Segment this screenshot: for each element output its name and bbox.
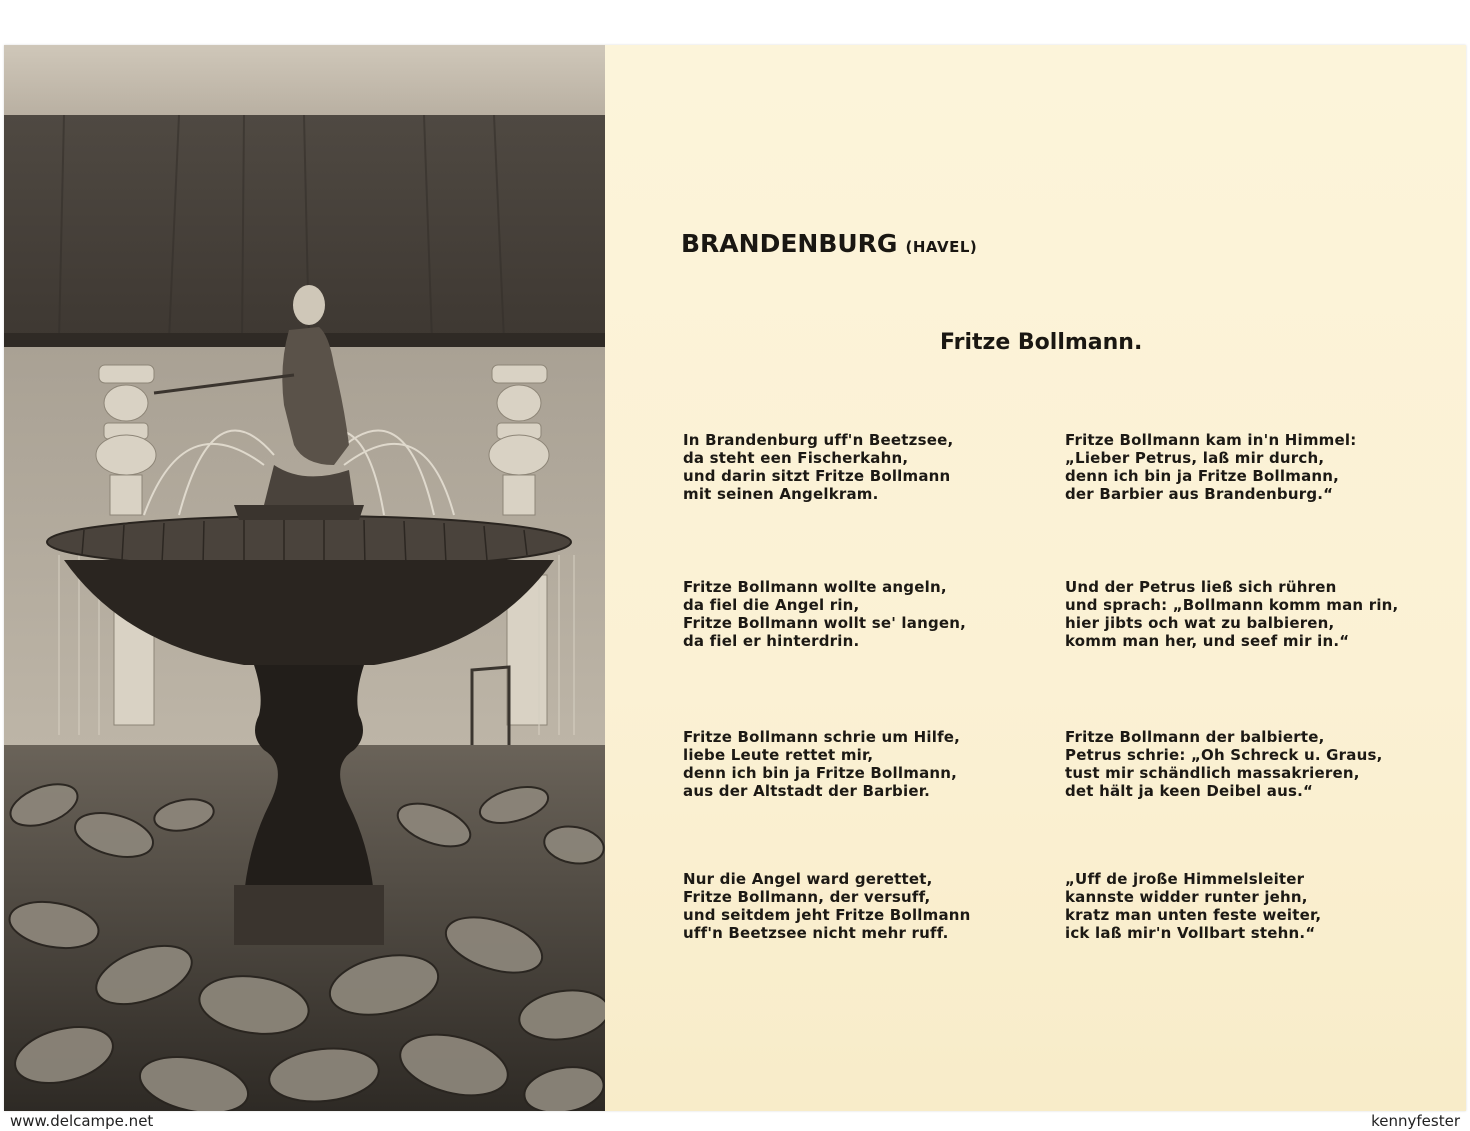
poem-line: und darin sitzt Fritze Bollmann: [683, 467, 951, 485]
poem-line: mit seinen Angelkram.: [683, 485, 879, 503]
stanza-right-4: [1065, 870, 1435, 942]
poem-line: Nur die Angel ward gerettet,: [683, 870, 933, 888]
poem-line: aus der Altstadt der Barbier.: [683, 782, 931, 800]
poem-line: da fiel die Angel rin,: [683, 596, 860, 614]
poem-line: Fritze Bollmann, der versuff,: [683, 888, 931, 906]
poem-line: denn ich bin ja Fritze Bollmann,: [1065, 467, 1340, 485]
watermark-seller: kennyfester: [1371, 1112, 1460, 1130]
poem-line: Und der Petrus ließ sich rühren: [1065, 578, 1337, 596]
poem-line: Petrus schrie: „Oh Schreck u. Graus,: [1065, 746, 1383, 764]
poem-line: Fritze Bollmann der balbierte,: [1065, 728, 1325, 746]
poem-line: uff'n Beetzsee nicht mehr ruff.: [683, 924, 949, 942]
poem-line: kannste widder runter jehn,: [1065, 888, 1308, 906]
poem-line: Fritze Bollmann kam in'n Himmel:: [1065, 431, 1357, 449]
poem-line: da fiel er hinterdrin.: [683, 632, 860, 650]
stanza-left-4: [683, 870, 1053, 942]
poem-line: ick laß mir'n Vollbart stehn.“: [1065, 924, 1316, 942]
poem-line: „Lieber Petrus, laß mir durch,: [1065, 449, 1325, 467]
watermark-site: www.delcampe.net: [10, 1112, 154, 1130]
place-heading: [681, 229, 977, 258]
poem-line: kratz man unten feste weiter,: [1065, 906, 1322, 924]
poem-title: Fritze Bollmann.: [940, 330, 1143, 355]
poem-line: Fritze Bollmann schrie um Hilfe,: [683, 728, 961, 746]
stanza-right-3: [1065, 728, 1435, 800]
poem-line: komm man her, und seef mir in.“: [1065, 632, 1350, 650]
stanza-left-2: [683, 578, 1053, 650]
poem-panel: [605, 45, 1466, 1111]
poem-line: Fritze Bollmann wollte angeln,: [683, 578, 947, 596]
poem-line: denn ich bin ja Fritze Bollmann,: [683, 764, 958, 782]
poem-line: In Brandenburg uff'n Beetzsee,: [683, 431, 954, 449]
fountain-photo: [4, 45, 605, 1111]
poem-line: „Uff de jroße Himmelsleiter: [1065, 870, 1305, 888]
stanza-right-1: [1065, 431, 1435, 503]
stanza-left-3: [683, 728, 1053, 800]
poem-line: und seitdem jeht Fritze Bollmann: [683, 906, 971, 924]
place-subtitle: (HAVEL): [905, 238, 978, 256]
poem-line: da steht een Fischerkahn,: [683, 449, 909, 467]
poem-line: der Barbier aus Brandenburg.“: [1065, 485, 1334, 503]
place-name: BRANDENBURG: [681, 229, 898, 258]
poem-line: hier jibts och wat zu balbieren,: [1065, 614, 1335, 632]
stanza-right-2: [1065, 578, 1435, 650]
fountain-illustration: [4, 45, 605, 1111]
poem-line: und sprach: „Bollmann komm man rin,: [1065, 596, 1399, 614]
poem-line: Fritze Bollmann wollt se' langen,: [683, 614, 967, 632]
poem-line: tust mir schändlich massakrieren,: [1065, 764, 1360, 782]
poem-line: liebe Leute rettet mir,: [683, 746, 874, 764]
poem-line: det hält ja keen Deibel aus.“: [1065, 782, 1314, 800]
stanza-left-1: [683, 431, 1053, 503]
postcard: [4, 45, 1466, 1111]
